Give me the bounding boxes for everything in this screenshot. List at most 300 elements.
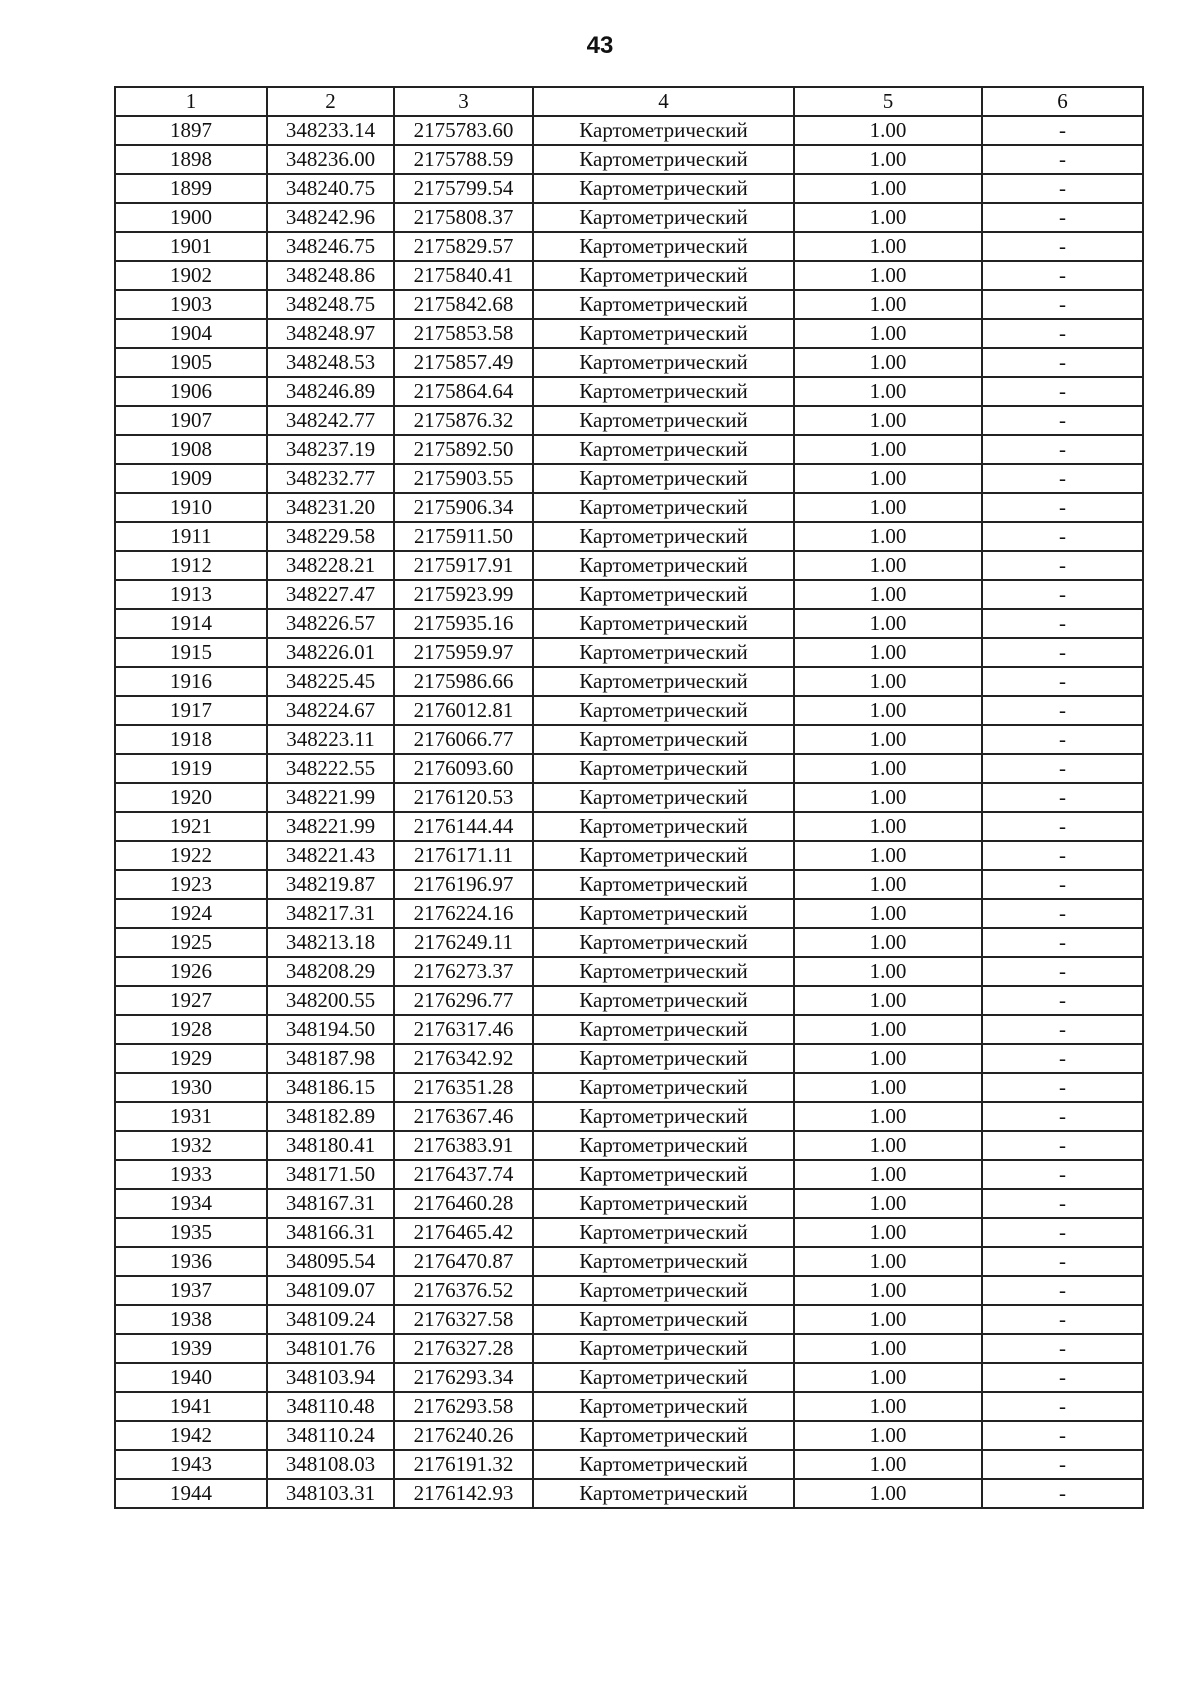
accuracy-cell: 1.00 xyxy=(794,203,982,232)
accuracy-cell: 1.00 xyxy=(794,1073,982,1102)
accuracy-cell: 1.00 xyxy=(794,928,982,957)
table-row xyxy=(115,145,1143,174)
method-cell: Картометрический xyxy=(533,870,794,899)
method-cell: Картометрический xyxy=(533,232,794,261)
x-coordinate-cell: 348187.98 xyxy=(267,1044,394,1073)
method-cell: Картометрический xyxy=(533,1218,794,1247)
table-row xyxy=(115,870,1143,899)
point-number-cell: 1942 xyxy=(115,1421,267,1450)
method-cell: Картометрический xyxy=(533,1450,794,1479)
x-coordinate-cell: 348226.01 xyxy=(267,638,394,667)
table-row xyxy=(115,609,1143,638)
method-cell: Картометрический xyxy=(533,812,794,841)
method-cell: Картометрический xyxy=(533,696,794,725)
accuracy-cell: 1.00 xyxy=(794,406,982,435)
method-cell: Картометрический xyxy=(533,174,794,203)
point-number-cell: 1930 xyxy=(115,1073,267,1102)
note-cell: - xyxy=(982,203,1143,232)
y-coordinate-cell: 2175857.49 xyxy=(394,348,533,377)
point-number-cell: 1935 xyxy=(115,1218,267,1247)
y-coordinate-cell: 2176293.34 xyxy=(394,1363,533,1392)
point-number-cell: 1899 xyxy=(115,174,267,203)
x-coordinate-cell: 348248.86 xyxy=(267,261,394,290)
note-cell: - xyxy=(982,638,1143,667)
table-row xyxy=(115,580,1143,609)
x-coordinate-cell: 348233.14 xyxy=(267,116,394,145)
x-coordinate-cell: 348248.97 xyxy=(267,319,394,348)
accuracy-cell: 1.00 xyxy=(794,1450,982,1479)
point-number-cell: 1904 xyxy=(115,319,267,348)
table-row xyxy=(115,783,1143,812)
column-header-1: 1 xyxy=(115,87,267,116)
y-coordinate-cell: 2175923.99 xyxy=(394,580,533,609)
method-cell: Картометрический xyxy=(533,464,794,493)
method-cell: Картометрический xyxy=(533,1160,794,1189)
accuracy-cell: 1.00 xyxy=(794,290,982,319)
point-number-cell: 1905 xyxy=(115,348,267,377)
table-row xyxy=(115,1479,1143,1508)
note-cell: - xyxy=(982,1073,1143,1102)
y-coordinate-cell: 2176376.52 xyxy=(394,1276,533,1305)
x-coordinate-cell: 348110.48 xyxy=(267,1392,394,1421)
column-header-3: 3 xyxy=(394,87,533,116)
table-row xyxy=(115,754,1143,783)
x-coordinate-cell: 348182.89 xyxy=(267,1102,394,1131)
y-coordinate-cell: 2175799.54 xyxy=(394,174,533,203)
x-coordinate-cell: 348171.50 xyxy=(267,1160,394,1189)
x-coordinate-cell: 348226.57 xyxy=(267,609,394,638)
y-coordinate-cell: 2175788.59 xyxy=(394,145,533,174)
y-coordinate-cell: 2175842.68 xyxy=(394,290,533,319)
table-row xyxy=(115,957,1143,986)
accuracy-cell: 1.00 xyxy=(794,725,982,754)
x-coordinate-cell: 348103.31 xyxy=(267,1479,394,1508)
table-row xyxy=(115,1015,1143,1044)
accuracy-cell: 1.00 xyxy=(794,1334,982,1363)
y-coordinate-cell: 2175917.91 xyxy=(394,551,533,580)
note-cell: - xyxy=(982,232,1143,261)
point-number-cell: 1902 xyxy=(115,261,267,290)
y-coordinate-cell: 2176470.87 xyxy=(394,1247,533,1276)
y-coordinate-cell: 2176317.46 xyxy=(394,1015,533,1044)
method-cell: Картометрический xyxy=(533,551,794,580)
y-coordinate-cell: 2176093.60 xyxy=(394,754,533,783)
note-cell: - xyxy=(982,1131,1143,1160)
y-coordinate-cell: 2176273.37 xyxy=(394,957,533,986)
accuracy-cell: 1.00 xyxy=(794,1247,982,1276)
method-cell: Картометрический xyxy=(533,319,794,348)
accuracy-cell: 1.00 xyxy=(794,580,982,609)
y-coordinate-cell: 2176120.53 xyxy=(394,783,533,812)
table-row xyxy=(115,1189,1143,1218)
table-row xyxy=(115,986,1143,1015)
note-cell: - xyxy=(982,551,1143,580)
accuracy-cell: 1.00 xyxy=(794,609,982,638)
method-cell: Картометрический xyxy=(533,1392,794,1421)
note-cell: - xyxy=(982,1421,1143,1450)
x-coordinate-cell: 348221.99 xyxy=(267,812,394,841)
note-cell: - xyxy=(982,1392,1143,1421)
table-row xyxy=(115,1218,1143,1247)
accuracy-cell: 1.00 xyxy=(794,551,982,580)
accuracy-cell: 1.00 xyxy=(794,348,982,377)
accuracy-cell: 1.00 xyxy=(794,899,982,928)
method-cell: Картометрический xyxy=(533,1015,794,1044)
y-coordinate-cell: 2175959.97 xyxy=(394,638,533,667)
y-coordinate-cell: 2176465.42 xyxy=(394,1218,533,1247)
point-number-cell: 1941 xyxy=(115,1392,267,1421)
x-coordinate-cell: 348232.77 xyxy=(267,464,394,493)
point-number-cell: 1931 xyxy=(115,1102,267,1131)
accuracy-cell: 1.00 xyxy=(794,986,982,1015)
point-number-cell: 1938 xyxy=(115,1305,267,1334)
accuracy-cell: 1.00 xyxy=(794,1015,982,1044)
note-cell: - xyxy=(982,1189,1143,1218)
accuracy-cell: 1.00 xyxy=(794,1160,982,1189)
point-number-cell: 1912 xyxy=(115,551,267,580)
note-cell: - xyxy=(982,1015,1143,1044)
table-row xyxy=(115,348,1143,377)
note-cell: - xyxy=(982,783,1143,812)
y-coordinate-cell: 2175808.37 xyxy=(394,203,533,232)
note-cell: - xyxy=(982,493,1143,522)
note-cell: - xyxy=(982,667,1143,696)
y-coordinate-cell: 2175840.41 xyxy=(394,261,533,290)
method-cell: Картометрический xyxy=(533,116,794,145)
table-row xyxy=(115,1044,1143,1073)
x-coordinate-cell: 348236.00 xyxy=(267,145,394,174)
point-number-cell: 1911 xyxy=(115,522,267,551)
x-coordinate-cell: 348248.53 xyxy=(267,348,394,377)
table-row xyxy=(115,319,1143,348)
method-cell: Картометрический xyxy=(533,406,794,435)
x-coordinate-cell: 348242.77 xyxy=(267,406,394,435)
note-cell: - xyxy=(982,377,1143,406)
point-number-cell: 1903 xyxy=(115,290,267,319)
table-row xyxy=(115,435,1143,464)
point-number-cell: 1898 xyxy=(115,145,267,174)
x-coordinate-cell: 348222.55 xyxy=(267,754,394,783)
y-coordinate-cell: 2176171.11 xyxy=(394,841,533,870)
point-number-cell: 1897 xyxy=(115,116,267,145)
y-coordinate-cell: 2176196.97 xyxy=(394,870,533,899)
method-cell: Картометрический xyxy=(533,261,794,290)
y-coordinate-cell: 2176293.58 xyxy=(394,1392,533,1421)
x-coordinate-cell: 348242.96 xyxy=(267,203,394,232)
table-row xyxy=(115,1247,1143,1276)
method-cell: Картометрический xyxy=(533,1334,794,1363)
accuracy-cell: 1.00 xyxy=(794,957,982,986)
point-number-cell: 1920 xyxy=(115,783,267,812)
point-number-cell: 1923 xyxy=(115,870,267,899)
y-coordinate-cell: 2176351.28 xyxy=(394,1073,533,1102)
method-cell: Картометрический xyxy=(533,1102,794,1131)
accuracy-cell: 1.00 xyxy=(794,696,982,725)
table-row xyxy=(115,377,1143,406)
x-coordinate-cell: 348217.31 xyxy=(267,899,394,928)
method-cell: Картометрический xyxy=(533,1421,794,1450)
point-number-cell: 1934 xyxy=(115,1189,267,1218)
table-row xyxy=(115,1073,1143,1102)
note-cell: - xyxy=(982,1102,1143,1131)
note-cell: - xyxy=(982,145,1143,174)
point-number-cell: 1909 xyxy=(115,464,267,493)
accuracy-cell: 1.00 xyxy=(794,435,982,464)
y-coordinate-cell: 2176066.77 xyxy=(394,725,533,754)
y-coordinate-cell: 2175864.64 xyxy=(394,377,533,406)
point-number-cell: 1936 xyxy=(115,1247,267,1276)
accuracy-cell: 1.00 xyxy=(794,667,982,696)
y-coordinate-cell: 2176224.16 xyxy=(394,899,533,928)
y-coordinate-cell: 2176437.74 xyxy=(394,1160,533,1189)
method-cell: Картометрический xyxy=(533,1073,794,1102)
coordinates-table xyxy=(114,86,1144,1509)
table-row xyxy=(115,638,1143,667)
method-cell: Картометрический xyxy=(533,1305,794,1334)
accuracy-cell: 1.00 xyxy=(794,116,982,145)
y-coordinate-cell: 2176191.32 xyxy=(394,1450,533,1479)
table-row xyxy=(115,1392,1143,1421)
x-coordinate-cell: 348229.58 xyxy=(267,522,394,551)
note-cell: - xyxy=(982,464,1143,493)
note-cell: - xyxy=(982,1363,1143,1392)
table-row xyxy=(115,696,1143,725)
point-number-cell: 1914 xyxy=(115,609,267,638)
accuracy-cell: 1.00 xyxy=(794,1218,982,1247)
method-cell: Картометрический xyxy=(533,986,794,1015)
x-coordinate-cell: 348246.75 xyxy=(267,232,394,261)
accuracy-cell: 1.00 xyxy=(794,841,982,870)
table-row xyxy=(115,203,1143,232)
x-coordinate-cell: 348194.50 xyxy=(267,1015,394,1044)
x-coordinate-cell: 348231.20 xyxy=(267,493,394,522)
table-row xyxy=(115,1276,1143,1305)
note-cell: - xyxy=(982,696,1143,725)
note-cell: - xyxy=(982,725,1143,754)
table-row xyxy=(115,725,1143,754)
method-cell: Картометрический xyxy=(533,638,794,667)
table-row xyxy=(115,551,1143,580)
note-cell: - xyxy=(982,435,1143,464)
note-cell: - xyxy=(982,841,1143,870)
point-number-cell: 1910 xyxy=(115,493,267,522)
method-cell: Картометрический xyxy=(533,1131,794,1160)
method-cell: Картометрический xyxy=(533,725,794,754)
point-number-cell: 1906 xyxy=(115,377,267,406)
table-row xyxy=(115,290,1143,319)
table-row xyxy=(115,841,1143,870)
table-header-row xyxy=(115,87,1143,116)
note-cell: - xyxy=(982,261,1143,290)
method-cell: Картометрический xyxy=(533,1247,794,1276)
x-coordinate-cell: 348103.94 xyxy=(267,1363,394,1392)
table-row xyxy=(115,232,1143,261)
point-number-cell: 1929 xyxy=(115,1044,267,1073)
x-coordinate-cell: 348166.31 xyxy=(267,1218,394,1247)
table-row xyxy=(115,1131,1143,1160)
accuracy-cell: 1.00 xyxy=(794,174,982,203)
accuracy-cell: 1.00 xyxy=(794,1189,982,1218)
note-cell: - xyxy=(982,754,1143,783)
point-number-cell: 1921 xyxy=(115,812,267,841)
note-cell: - xyxy=(982,870,1143,899)
method-cell: Картометрический xyxy=(533,667,794,696)
table-row xyxy=(115,406,1143,435)
accuracy-cell: 1.00 xyxy=(794,1305,982,1334)
table-body xyxy=(115,87,1143,1508)
note-cell: - xyxy=(982,319,1143,348)
accuracy-cell: 1.00 xyxy=(794,812,982,841)
note-cell: - xyxy=(982,116,1143,145)
point-number-cell: 1916 xyxy=(115,667,267,696)
x-coordinate-cell: 348110.24 xyxy=(267,1421,394,1450)
method-cell: Картометрический xyxy=(533,609,794,638)
x-coordinate-cell: 348248.75 xyxy=(267,290,394,319)
x-coordinate-cell: 348180.41 xyxy=(267,1131,394,1160)
point-number-cell: 1933 xyxy=(115,1160,267,1189)
x-coordinate-cell: 348240.75 xyxy=(267,174,394,203)
method-cell: Картометрический xyxy=(533,754,794,783)
x-coordinate-cell: 348225.45 xyxy=(267,667,394,696)
note-cell: - xyxy=(982,580,1143,609)
accuracy-cell: 1.00 xyxy=(794,1102,982,1131)
method-cell: Картометрический xyxy=(533,348,794,377)
y-coordinate-cell: 2175853.58 xyxy=(394,319,533,348)
y-coordinate-cell: 2176012.81 xyxy=(394,696,533,725)
method-cell: Картометрический xyxy=(533,1044,794,1073)
table-row xyxy=(115,1305,1143,1334)
point-number-cell: 1918 xyxy=(115,725,267,754)
note-cell: - xyxy=(982,812,1143,841)
x-coordinate-cell: 348101.76 xyxy=(267,1334,394,1363)
x-coordinate-cell: 348221.43 xyxy=(267,841,394,870)
column-header-6: 6 xyxy=(982,87,1143,116)
y-coordinate-cell: 2176249.11 xyxy=(394,928,533,957)
method-cell: Картометрический xyxy=(533,841,794,870)
method-cell: Картометрический xyxy=(533,957,794,986)
note-cell: - xyxy=(982,1276,1143,1305)
column-header-4: 4 xyxy=(533,87,794,116)
y-coordinate-cell: 2175892.50 xyxy=(394,435,533,464)
point-number-cell: 1907 xyxy=(115,406,267,435)
note-cell: - xyxy=(982,986,1143,1015)
note-cell: - xyxy=(982,1247,1143,1276)
accuracy-cell: 1.00 xyxy=(794,1044,982,1073)
point-number-cell: 1925 xyxy=(115,928,267,957)
note-cell: - xyxy=(982,522,1143,551)
y-coordinate-cell: 2175911.50 xyxy=(394,522,533,551)
point-number-cell: 1919 xyxy=(115,754,267,783)
accuracy-cell: 1.00 xyxy=(794,522,982,551)
point-number-cell: 1908 xyxy=(115,435,267,464)
point-number-cell: 1924 xyxy=(115,899,267,928)
note-cell: - xyxy=(982,609,1143,638)
accuracy-cell: 1.00 xyxy=(794,1363,982,1392)
y-coordinate-cell: 2176144.44 xyxy=(394,812,533,841)
method-cell: Картометрический xyxy=(533,522,794,551)
table-row xyxy=(115,493,1143,522)
method-cell: Картометрический xyxy=(533,203,794,232)
table-row xyxy=(115,1363,1143,1392)
accuracy-cell: 1.00 xyxy=(794,1392,982,1421)
x-coordinate-cell: 348109.07 xyxy=(267,1276,394,1305)
method-cell: Картометрический xyxy=(533,377,794,406)
method-cell: Картометрический xyxy=(533,435,794,464)
x-coordinate-cell: 348095.54 xyxy=(267,1247,394,1276)
point-number-cell: 1926 xyxy=(115,957,267,986)
table-row xyxy=(115,812,1143,841)
method-cell: Картометрический xyxy=(533,1363,794,1392)
method-cell: Картометрический xyxy=(533,580,794,609)
y-coordinate-cell: 2176240.26 xyxy=(394,1421,533,1450)
x-coordinate-cell: 348108.03 xyxy=(267,1450,394,1479)
x-coordinate-cell: 348246.89 xyxy=(267,377,394,406)
accuracy-cell: 1.00 xyxy=(794,1276,982,1305)
x-coordinate-cell: 348228.21 xyxy=(267,551,394,580)
table-row xyxy=(115,116,1143,145)
accuracy-cell: 1.00 xyxy=(794,493,982,522)
page-number: 43 xyxy=(586,32,614,59)
x-coordinate-cell: 348221.99 xyxy=(267,783,394,812)
method-cell: Картометрический xyxy=(533,1479,794,1508)
table-row xyxy=(115,1421,1143,1450)
x-coordinate-cell: 348219.87 xyxy=(267,870,394,899)
accuracy-cell: 1.00 xyxy=(794,232,982,261)
point-number-cell: 1901 xyxy=(115,232,267,261)
point-number-cell: 1913 xyxy=(115,580,267,609)
y-coordinate-cell: 2176460.28 xyxy=(394,1189,533,1218)
accuracy-cell: 1.00 xyxy=(794,1131,982,1160)
table-row xyxy=(115,928,1143,957)
method-cell: Картометрический xyxy=(533,290,794,319)
y-coordinate-cell: 2175986.66 xyxy=(394,667,533,696)
accuracy-cell: 1.00 xyxy=(794,870,982,899)
table-row xyxy=(115,522,1143,551)
note-cell: - xyxy=(982,899,1143,928)
method-cell: Картометрический xyxy=(533,493,794,522)
x-coordinate-cell: 348167.31 xyxy=(267,1189,394,1218)
x-coordinate-cell: 348227.47 xyxy=(267,580,394,609)
x-coordinate-cell: 348237.19 xyxy=(267,435,394,464)
note-cell: - xyxy=(982,348,1143,377)
point-number-cell: 1915 xyxy=(115,638,267,667)
table-row xyxy=(115,1102,1143,1131)
table-row xyxy=(115,464,1143,493)
y-coordinate-cell: 2175906.34 xyxy=(394,493,533,522)
note-cell: - xyxy=(982,1334,1143,1363)
point-number-cell: 1917 xyxy=(115,696,267,725)
x-coordinate-cell: 348109.24 xyxy=(267,1305,394,1334)
accuracy-cell: 1.00 xyxy=(794,783,982,812)
point-number-cell: 1927 xyxy=(115,986,267,1015)
accuracy-cell: 1.00 xyxy=(794,1421,982,1450)
table-row xyxy=(115,1160,1143,1189)
point-number-cell: 1922 xyxy=(115,841,267,870)
point-number-cell: 1928 xyxy=(115,1015,267,1044)
accuracy-cell: 1.00 xyxy=(794,145,982,174)
note-cell: - xyxy=(982,1450,1143,1479)
point-number-cell: 1940 xyxy=(115,1363,267,1392)
x-coordinate-cell: 348208.29 xyxy=(267,957,394,986)
table-row xyxy=(115,1450,1143,1479)
column-header-2: 2 xyxy=(267,87,394,116)
x-coordinate-cell: 348224.67 xyxy=(267,696,394,725)
y-coordinate-cell: 2176296.77 xyxy=(394,986,533,1015)
y-coordinate-cell: 2176383.91 xyxy=(394,1131,533,1160)
x-coordinate-cell: 348223.11 xyxy=(267,725,394,754)
note-cell: - xyxy=(982,1305,1143,1334)
y-coordinate-cell: 2175876.32 xyxy=(394,406,533,435)
